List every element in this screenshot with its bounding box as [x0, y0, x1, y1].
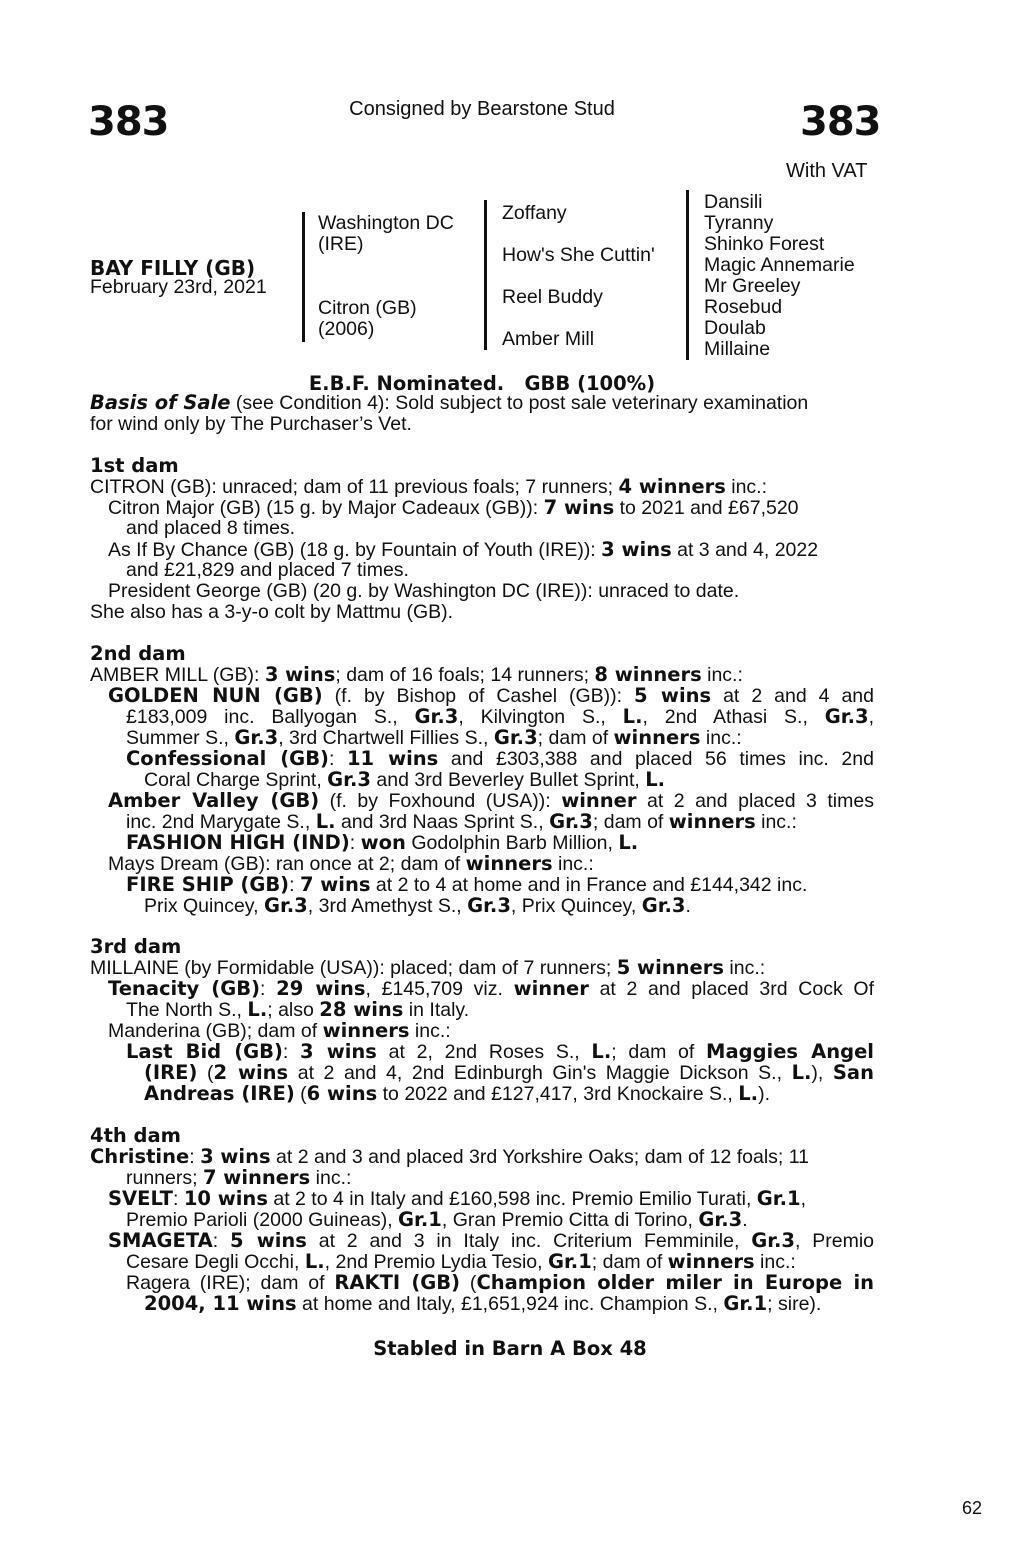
bold-text: 11 wins — [346, 747, 439, 770]
grandparent-1: Zoffany — [502, 202, 567, 224]
bold-text: 2004, 11 wins — [144, 1292, 297, 1315]
text: : — [212, 1230, 230, 1252]
bold-text: L. — [645, 768, 666, 791]
text: at 2 and 4, 2nd Edinburgh Gin's Maggie Dickson S., — [288, 1062, 792, 1084]
basis-of-sale-line-1 — [90, 393, 808, 414]
text: inc. 2nd Marygate S., — [126, 811, 316, 833]
great-grandparent-1: Dansili — [704, 191, 763, 213]
text: at 2 and placed 3rd Cock Of — [588, 978, 874, 1000]
bold-text: 6 wins — [306, 1082, 378, 1105]
bold-text: FIRE SHIP (GB) — [126, 873, 290, 896]
text: inc.: — [754, 1251, 796, 1273]
text: at 2 and 4 and — [711, 685, 874, 707]
bold-text: RAKTI (GB) — [334, 1271, 461, 1294]
bold-text: Gr.3 — [234, 726, 279, 749]
first-dam-heading: 1st dam — [90, 454, 179, 477]
text: The North S., — [126, 999, 248, 1021]
second-dam-line-4 — [126, 728, 742, 749]
bold-text: L. — [791, 1061, 812, 1084]
text: CITRON (GB): unraced; dam of 11 previous foals; 7 runners; — [90, 476, 619, 498]
bold-text: Gr.3 — [641, 894, 686, 917]
bold-text: winner — [561, 789, 637, 812]
fourth-dam-heading: 4th dam — [90, 1124, 181, 1147]
text: , — [868, 706, 874, 728]
text: ). — [758, 1083, 770, 1105]
bold-text: L. — [247, 998, 268, 1021]
text: £183,009 inc. Ballyogan S., — [126, 706, 415, 728]
text: and 3rd Naas Sprint S., — [335, 811, 550, 833]
text: : — [282, 1041, 301, 1063]
bold-text: winners — [613, 726, 701, 749]
bold-text: winner — [513, 977, 589, 1000]
text: ( — [294, 1083, 307, 1105]
text: ; also — [267, 999, 320, 1021]
grandparent-4: Amber Mill — [502, 328, 595, 350]
bold-text: Gr.3 — [698, 1208, 743, 1231]
bold-text: Gr.1 — [398, 1208, 442, 1231]
text: inc.: — [701, 664, 743, 686]
second-dam-line-11 — [126, 875, 807, 896]
bold-text: 8 winners — [594, 663, 702, 686]
text: at 2 and placed 3 times — [636, 790, 874, 812]
grandparent-3: Reel Buddy — [502, 286, 603, 308]
text: , £145,709 viz. — [365, 978, 514, 1000]
horse-name: BAY FILLY (GB) — [90, 256, 256, 280]
text: : — [328, 748, 347, 770]
bold-text: SVELT — [108, 1187, 173, 1210]
second-dam-line-3 — [126, 707, 874, 728]
second-dam-line-12 — [144, 896, 691, 917]
fourth-dam-line-4 — [126, 1210, 748, 1231]
fourth-dam-line-1 — [90, 1147, 809, 1168]
bold-text: L. — [618, 831, 639, 854]
fourth-dam-line-7 — [126, 1273, 874, 1294]
bold-text: Gr.1 — [723, 1292, 768, 1315]
bold-text: L. — [315, 810, 336, 833]
great-grandparent-4: Magic Annemarie — [704, 254, 855, 276]
text: and 3rd Beverley Bullet Sprint, — [371, 769, 646, 791]
second-dam-line-8 — [126, 812, 797, 833]
text: , — [800, 1188, 807, 1210]
second-dam-line-7 — [108, 791, 874, 812]
bold-text: 3 wins — [264, 663, 336, 686]
bold-text: 7 winners — [202, 1166, 311, 1189]
text: : — [260, 978, 277, 1000]
text: : — [349, 832, 361, 854]
bold-text: Gr.3 — [467, 894, 511, 917]
second-dam-line-6 — [144, 770, 665, 791]
text: inc.: — [725, 476, 767, 498]
text: ; dam of — [537, 727, 614, 749]
first-dam-line-7: She also has a 3-y-o colt by Mattmu (GB). — [90, 601, 454, 623]
sire-name: Washington DC — [318, 212, 454, 234]
text: . — [742, 1209, 748, 1231]
bold-text: Gr.3 — [824, 705, 869, 728]
bold-text: L. — [304, 1250, 325, 1273]
text: Godolphin Barb Million, — [405, 832, 619, 854]
first-dam-line-2 — [108, 498, 799, 519]
third-dam-heading: 3rd dam — [90, 935, 182, 958]
great-grandparent-5: Mr Greeley — [704, 275, 801, 297]
bold-text: SMAGETA — [108, 1229, 213, 1252]
bold-text: winners — [667, 1250, 755, 1273]
text: Premio Parioli (2000 Guineas), — [126, 1209, 399, 1231]
text: inc.: — [552, 853, 594, 875]
bold-text: Andreas (IRE) — [144, 1082, 295, 1105]
bold-text: Christine — [90, 1145, 190, 1168]
bold-text: GOLDEN NUN (GB) — [108, 684, 323, 707]
first-dam-line-4 — [108, 540, 818, 561]
first-dam-line-3: and placed 8 times. — [126, 517, 296, 539]
text: : — [189, 1146, 201, 1168]
bold-text: L. — [622, 705, 643, 728]
text: inc.: — [409, 1020, 451, 1042]
bold-text: L. — [591, 1040, 612, 1063]
text: ; dam of — [611, 1041, 707, 1063]
text: Mays Dream (GB): ran once at 2; dam of — [108, 853, 466, 875]
text: and £303,388 and placed 56 times inc. 2nd — [438, 748, 874, 770]
text: , Premio — [795, 1230, 875, 1252]
text: , Gran Premio Citta di Torino, — [441, 1209, 699, 1231]
vat-note: With VAT — [786, 160, 868, 182]
bold-text: Gr.3 — [327, 768, 371, 791]
text: As If By Chance (GB) (18 g. by Fountain of Youth (IRE)): — [108, 539, 602, 561]
text: ; sire). — [767, 1293, 822, 1315]
text: inc.: — [755, 811, 797, 833]
text: to 2022 and £127,417, 3rd Knockaire S., — [377, 1083, 739, 1105]
bold-text: 5 wins — [634, 684, 712, 707]
bold-text: 3 wins — [300, 1040, 377, 1063]
bold-text: FASHION HIGH (IND) — [126, 831, 350, 854]
fourth-dam-line-5 — [108, 1231, 874, 1252]
text: MILLAINE (by Formidable (USA)): placed; dam of 7 runners; — [90, 957, 617, 979]
bold-text: Gr.3 — [414, 705, 459, 728]
text: Ragera (IRE); dam of — [126, 1272, 335, 1294]
text: AMBER MILL (GB): — [90, 664, 265, 686]
third-dam-line-5 — [126, 1042, 874, 1063]
text: ; dam of — [591, 1251, 668, 1273]
bold-text: 2 wins — [213, 1061, 289, 1084]
lot-number-right: 383 — [800, 99, 881, 145]
bold-text: L. — [738, 1082, 759, 1105]
text: : — [172, 1188, 184, 1210]
foaling-date: February 23rd, 2021 — [90, 276, 267, 298]
text: at 2 to 4 in Italy and £160,598 inc. Premio Emilio Turati, — [267, 1188, 757, 1210]
text: , 2nd Premio Lydia Tesio, — [324, 1251, 548, 1273]
pedigree-bracket-1 — [302, 212, 305, 342]
basis-of-sale-line-2: for wind only by The Purchaser’s Vet. — [90, 413, 412, 435]
text: (f. by Foxhound (USA)): — [319, 790, 562, 812]
dam-year: (2006) — [318, 318, 375, 340]
bold-text: 3 wins — [601, 538, 672, 561]
second-dam-line-9 — [126, 833, 638, 854]
second-dam-heading: 2nd dam — [90, 642, 186, 665]
basis-of-sale-label: Basis of Sale — [90, 391, 231, 414]
second-dam-line-5 — [126, 749, 874, 770]
bold-text: Confessional (GB) — [126, 747, 329, 770]
text: inc.: — [700, 727, 742, 749]
bold-text: (IRE) — [144, 1061, 198, 1084]
first-dam-line-6: President George (GB) (20 g. by Washington DC (IRE)): unraced to date. — [108, 580, 740, 602]
great-grandparent-3: Shinko Forest — [704, 233, 825, 255]
text: inc.: — [310, 1167, 352, 1189]
pedigree-bracket-3 — [686, 190, 689, 360]
text: at 3 and 4, 2022 — [671, 539, 819, 561]
third-dam-line-4 — [108, 1021, 451, 1042]
text: in Italy. — [403, 999, 470, 1021]
text: , Kilvington S., — [458, 706, 623, 728]
text: ( — [197, 1062, 214, 1084]
text: : — [289, 874, 300, 896]
third-dam-line-3 — [126, 1000, 469, 1021]
bold-text: San — [832, 1061, 874, 1084]
great-grandparent-8: Millaine — [704, 338, 771, 360]
bold-text: 29 wins — [276, 977, 366, 1000]
text: ( — [460, 1272, 477, 1294]
bold-text: Last Bid (GB) — [126, 1040, 283, 1063]
third-dam-line-7 — [144, 1084, 770, 1105]
text: Citron Major (GB) (15 g. by Major Cadeaux (GB)): — [108, 497, 544, 519]
third-dam-line-6 — [144, 1063, 874, 1084]
bold-text: Tenacity (GB) — [108, 977, 261, 1000]
dam-name: Citron (GB) — [318, 297, 417, 319]
bold-text: 7 wins — [543, 496, 615, 519]
bold-text: Maggies Angel — [706, 1040, 874, 1063]
stabling-note: Stabled in Barn A Box 48 — [373, 1337, 647, 1360]
basis-of-sale-text-1: (see Condition 4): Sold subject to post sale veterinary examination — [230, 392, 809, 414]
text: Manderina (GB); dam of — [108, 1020, 323, 1042]
first-dam-line-5: and £21,829 and placed 7 times. — [126, 559, 409, 581]
great-grandparent-7: Doulab — [704, 317, 766, 339]
text: ; dam of 16 foals; 14 runners; — [335, 664, 595, 686]
text: , 3rd Chartwell Fillies S., — [278, 727, 494, 749]
text: inc.: — [723, 957, 766, 979]
first-dam-line-1 — [90, 477, 767, 498]
bold-text: 3 wins — [200, 1145, 271, 1168]
text: , Prix Quincey, — [510, 895, 642, 917]
text: at home and Italy, £1,651,924 inc. Champion S., — [296, 1293, 724, 1315]
nominations: E.B.F. Nominated. GBB (100%) — [308, 372, 656, 395]
text: . — [685, 895, 691, 917]
bold-text: 5 winners — [616, 956, 724, 979]
bold-text: 28 wins — [319, 998, 404, 1021]
text: at 2 and 3 and placed 3rd Yorkshire Oaks; dam of 12 foals; 11 — [270, 1146, 810, 1168]
great-grandparent-6: Rosebud — [704, 296, 783, 318]
text: ; dam of — [592, 811, 669, 833]
grandparent-2: How's She Cuttin' — [502, 244, 655, 266]
fourth-dam-line-3 — [108, 1189, 806, 1210]
second-dam-line-2 — [108, 686, 874, 707]
text: , 3rd Amethyst S., — [307, 895, 468, 917]
second-dam-line-1 — [90, 665, 743, 686]
bold-text: 7 wins — [299, 873, 371, 896]
text: at 2 to 4 at home and in France and £144,342 inc. — [370, 874, 808, 896]
fourth-dam-line-8 — [144, 1294, 821, 1315]
text: Coral Charge Sprint, — [144, 769, 328, 791]
bold-text: winners — [465, 852, 553, 875]
fourth-dam-line-2 — [126, 1168, 351, 1189]
sire-origin: (IRE) — [318, 233, 364, 255]
bold-text: 5 wins — [229, 1229, 307, 1252]
bold-text: Gr.3 — [493, 726, 538, 749]
great-grandparent-2: Tyranny — [704, 212, 774, 234]
bold-text: winners — [322, 1019, 410, 1042]
lot-number-left: 383 — [88, 99, 169, 145]
page-number: 62 — [962, 1498, 983, 1518]
text: to 2021 and £67,520 — [614, 497, 799, 519]
bold-text: Champion older miler in Europe in — [476, 1271, 875, 1294]
bold-text: 10 wins — [183, 1187, 268, 1210]
text: , 2nd Athasi S., — [642, 706, 825, 728]
text: Summer S., — [126, 727, 235, 749]
bold-text: Amber Valley (GB) — [108, 789, 320, 812]
text: Cesare Degli Occhi, — [126, 1251, 305, 1273]
second-dam-line-10 — [108, 854, 594, 875]
text: Prix Quincey, — [144, 895, 264, 917]
third-dam-line-2 — [108, 979, 874, 1000]
consignor: Consigned by Bearstone Stud — [349, 98, 615, 120]
bold-text: winners — [668, 810, 756, 833]
bold-text: Gr.1 — [756, 1187, 801, 1210]
pedigree-bracket-2 — [484, 200, 487, 350]
fourth-dam-line-6 — [126, 1252, 796, 1273]
bold-text: Gr.1 — [547, 1250, 592, 1273]
third-dam-line-1 — [90, 958, 765, 979]
bold-text: 4 winners — [618, 475, 726, 498]
text: runners; — [126, 1167, 203, 1189]
bold-text: Gr.3 — [263, 894, 308, 917]
text: ), — [811, 1062, 833, 1084]
text: at 2 and 3 in Italy inc. Criterium Femminile, — [306, 1230, 752, 1252]
bold-text: Gr.3 — [549, 810, 593, 833]
bold-text: won — [360, 831, 406, 854]
bold-text: Gr.3 — [751, 1229, 796, 1252]
text: at 2, 2nd Roses S., — [376, 1041, 592, 1063]
text: (f. by Bishop of Cashel (GB)): — [322, 685, 635, 707]
